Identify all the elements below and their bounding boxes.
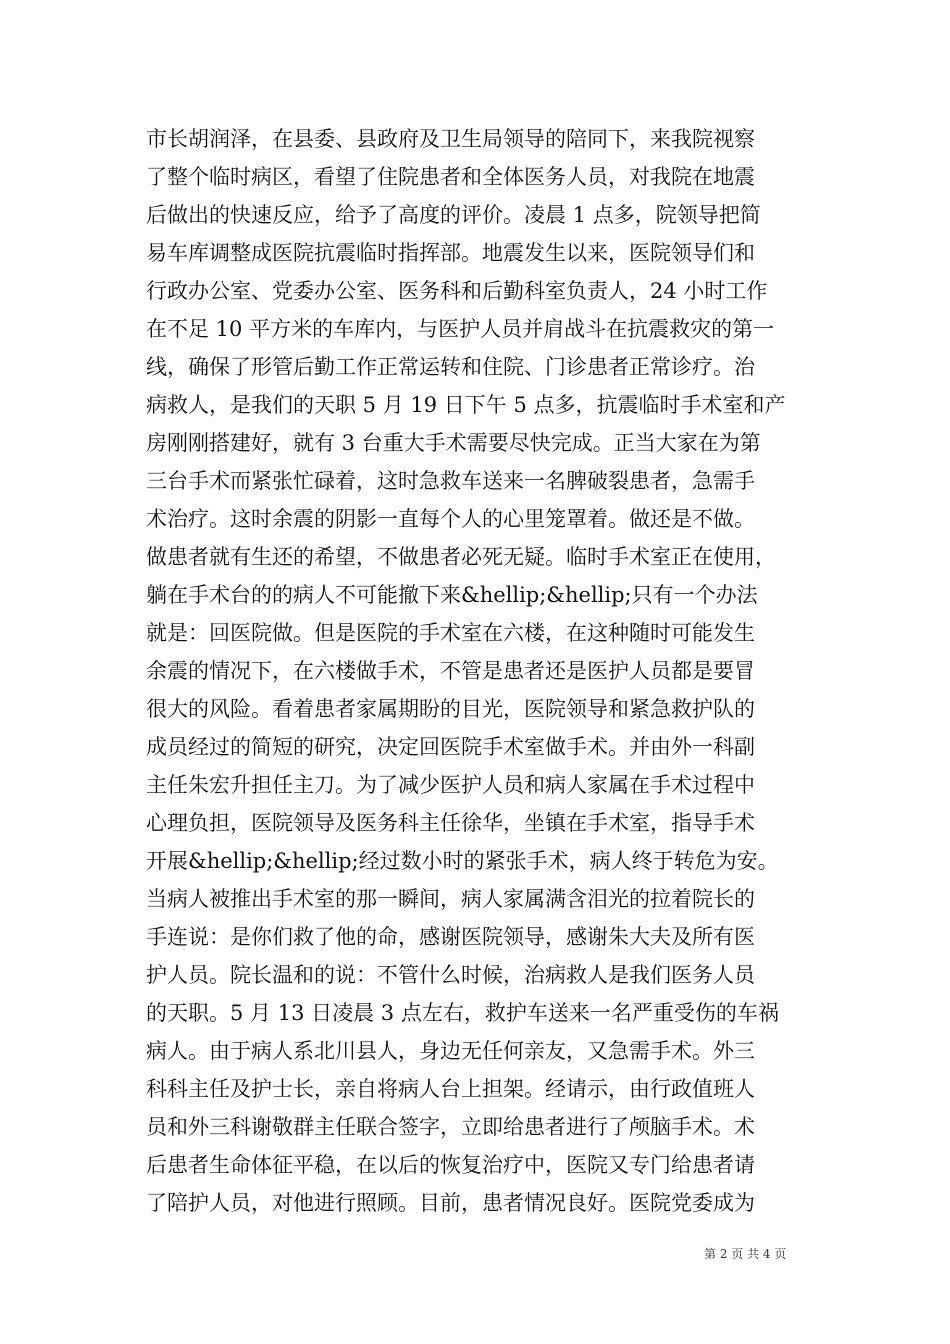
text-line: 当病人被推出手术室的那一瞬间，病人家属满含泪光的拉着院长的: [146, 887, 755, 911]
text-line: 员和外三科谢敬群主任联合签字，立即给患者进行了颅脑手术。术: [146, 1115, 755, 1139]
text-line: 了陪护人员，对他进行照顾。目前，患者情况良好。医院党委成为: [146, 1191, 755, 1215]
text-line: 行政办公室、党委办公室、医务科和后勤科室负责人，24 小时工作: [146, 279, 768, 303]
text-line: 易车库调整成医院抗震临时指挥部。地震发生以来，医院领导们和: [146, 241, 755, 265]
text-line: 躺在手术台的的病人不可能撤下来&hellip;&hellip;只有一个办法: [146, 583, 758, 607]
text-line: 成员经过的简短的研究，决定回医院手术室做手术。并由外一科副: [146, 735, 755, 759]
text-line: 术治疗。这时余震的阴影一直每个人的心里笼罩着。做还是不做。: [146, 507, 755, 531]
text-line: 病人。由于病人系北川县人，身边无任何亲友，又急需手术。外三: [146, 1039, 755, 1063]
text-line: 科科主任及护士长，亲自将病人台上担架。经请示，由行政值班人: [146, 1077, 755, 1101]
text-line: 余震的情况下，在六楼做手术，不管是患者还是医护人员都是要冒: [146, 659, 755, 683]
body-text: [146, 120, 810, 1222]
text-line: 心理负担，医院领导及医务科主任徐华，坐镇在手术室，指导手术: [146, 811, 755, 835]
text-line: 护人员。院长温和的说：不管什么时候，治病救人是我们医务人员: [146, 963, 755, 987]
text-line: 线，确保了形管后勤工作正常运转和住院、门诊患者正常诊疗。治: [146, 355, 755, 379]
text-line: 了整个临时病区，看望了住院患者和全体医务人员，对我院在地震: [146, 165, 755, 189]
text-line: 后患者生命体征平稳，在以后的恢复治疗中，医院又专门给患者请: [146, 1153, 755, 1177]
text-line: 病救人，是我们的天职 5 月 19 日下午 5 点多，抗震临时手术室和产: [146, 393, 786, 417]
text-line: 主任朱宏升担任主刀。为了减少医护人员和病人家属在手术过程中: [146, 773, 755, 797]
text-line: 后做出的快速反应，给予了高度的评价。凌晨 1 点多，院领导把简: [146, 203, 761, 227]
page-footer: 第 2 页 共 4 页: [704, 1247, 787, 1261]
text-line: 就是：回医院做。但是医院的手术室在六楼，在这种随时可能发生: [146, 621, 755, 645]
text-line: 的天职。5 月 13 日凌晨 3 点左右，救护车送来一名严重受伤的车祸: [146, 1001, 779, 1025]
text-line: 市长胡润泽，在县委、县政府及卫生局领导的陪同下，来我院视察: [146, 127, 755, 151]
text-line: 手连说：是你们救了他的命，感谢医院领导，感谢朱大夫及所有医: [146, 925, 755, 949]
text-line: 三台手术而紧张忙碌着，这时急救车送来一名脾破裂患者，急需手: [146, 469, 755, 493]
text-line: 开展&hellip;&hellip;经过数小时的紧张手术，病人终于转危为安。: [146, 849, 779, 873]
text-line: 房刚刚搭建好，就有 3 台重大手术需要尽快完成。正当大家在为第: [146, 431, 761, 455]
text-line: 很大的风险。看着患者家属期盼的目光，医院领导和紧急救护队的: [146, 697, 755, 721]
text-line: 做患者就有生还的希望，不做患者必死无疑。临时手术室正在使用，: [146, 545, 776, 569]
text-line: 在不足 10 平方米的车库内，与医护人员并肩战斗在抗震救灾的第一: [146, 317, 775, 341]
